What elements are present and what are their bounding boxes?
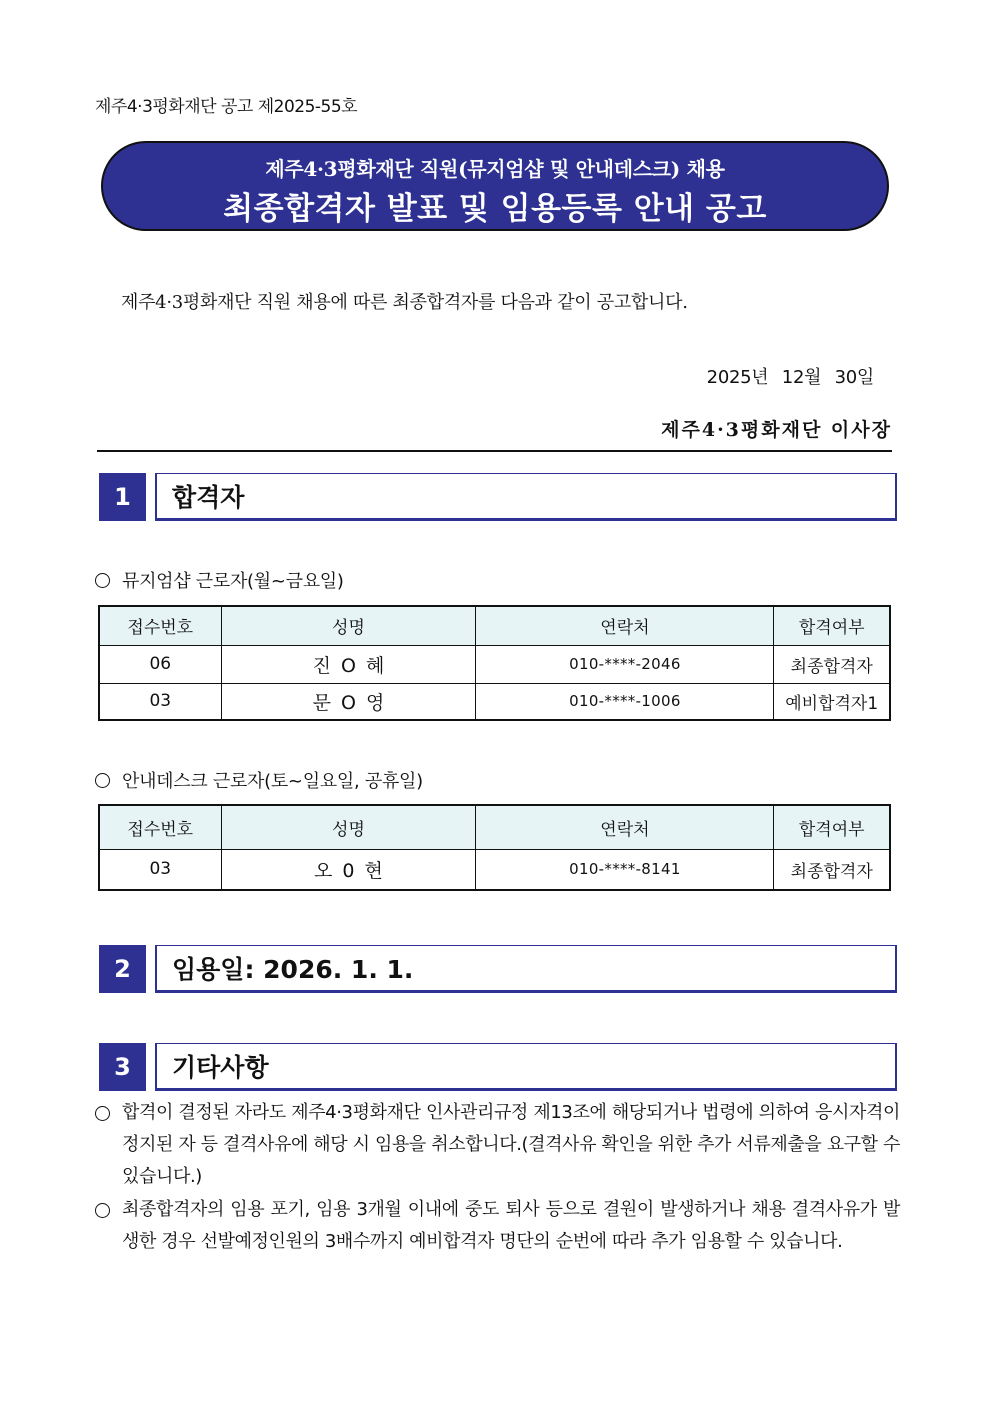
circle-bullet-icon <box>95 773 110 788</box>
header-cell: 성명 <box>221 805 476 849</box>
cell-name: 문 O 영 <box>221 683 476 720</box>
info-desk-heading-text: 안내데스크 근로자(토~일요일, 공휴일) <box>122 771 423 792</box>
banner-subtitle: 제주4·3평화재단 직원(뮤지엄샵 및 안내데스크) 채용 <box>265 157 725 181</box>
header-cell: 접수번호 <box>99 606 221 645</box>
title-banner <box>101 141 889 231</box>
info-desk-heading <box>95 767 423 793</box>
section-title-3: 기타사항 <box>155 1043 897 1091</box>
note-text: 최종합격자의 임용 포기, 임용 3개월 이내에 중도 퇴사 등으로 결원이 발생하거나 채용 결격사유가 발생한 경우 선발예정인원의 3배수까지 예비합격자 명단의 순번에 따라 추가 임용할 수 있습니다. <box>122 1199 900 1252</box>
table-row <box>99 645 890 683</box>
section-number-2: 2 <box>99 945 146 993</box>
info-desk-table <box>98 804 891 891</box>
header-cell: 연락처 <box>476 606 774 645</box>
circle-bullet-icon <box>95 1203 110 1218</box>
museum-shop-heading <box>95 567 344 593</box>
header-cell: 합격여부 <box>774 805 890 849</box>
header-cell: 연락처 <box>476 805 774 849</box>
intro-text: 제주4·3평화재단 직원 채용에 따른 최종합격자를 다음과 같이 공고합니다. <box>121 292 688 313</box>
cell-phone: 010-****-1006 <box>476 683 774 720</box>
cell-name: 진 O 혜 <box>221 645 476 683</box>
banner-title: 최종합격자 발표 및 임용등록 안내 공고 <box>223 191 767 227</box>
cell-no: 03 <box>99 683 221 720</box>
cell-result: 최종합격자 <box>774 849 890 890</box>
note-text: 합격이 결정된 자라도 제주4·3평화재단 인사관리규정 제13조에 해당되거나 법령에 의하여 응시자격이 정지된 자 등 결격사유에 해당 시 임용을 취소합니다.(결격사유 확인을 위한 추가 서류제출을 요구할 수 있습니다.) <box>122 1102 900 1187</box>
table-header-row <box>99 606 890 645</box>
header-cell: 접수번호 <box>99 805 221 849</box>
note-item-1 <box>95 1097 900 1193</box>
note-item-2 <box>95 1194 900 1258</box>
header-cell: 합격여부 <box>774 606 890 645</box>
cell-result: 예비합격자1 <box>774 683 890 720</box>
circle-bullet-icon <box>95 1106 110 1121</box>
header-cell: 성명 <box>221 606 476 645</box>
museum-shop-heading-text: 뮤지엄샵 근로자(월~금요일) <box>122 571 344 592</box>
cell-name: 오 0 현 <box>221 849 476 890</box>
section-number-3: 3 <box>99 1043 146 1091</box>
table-header-row <box>99 805 890 849</box>
section-title-2: 임용일: 2026. 1. 1. <box>155 945 897 993</box>
cell-phone: 010-****-8141 <box>476 849 774 890</box>
circle-bullet-icon <box>95 573 110 588</box>
notice-date: 2025년 12월 30일 <box>706 367 874 388</box>
notice-number: 제주4·3평화재단 공고 제2025-55호 <box>95 97 358 117</box>
table-row <box>99 849 890 890</box>
section-title-1: 합격자 <box>155 473 897 521</box>
signature: 제주4·3평화재단 이사장 <box>661 419 892 441</box>
signature-divider <box>97 450 892 452</box>
cell-no: 03 <box>99 849 221 890</box>
cell-no: 06 <box>99 645 221 683</box>
museum-shop-table <box>98 605 891 721</box>
section-number-1: 1 <box>99 473 146 521</box>
cell-result: 최종합격자 <box>774 645 890 683</box>
cell-phone: 010-****-2046 <box>476 645 774 683</box>
table-row <box>99 683 890 720</box>
